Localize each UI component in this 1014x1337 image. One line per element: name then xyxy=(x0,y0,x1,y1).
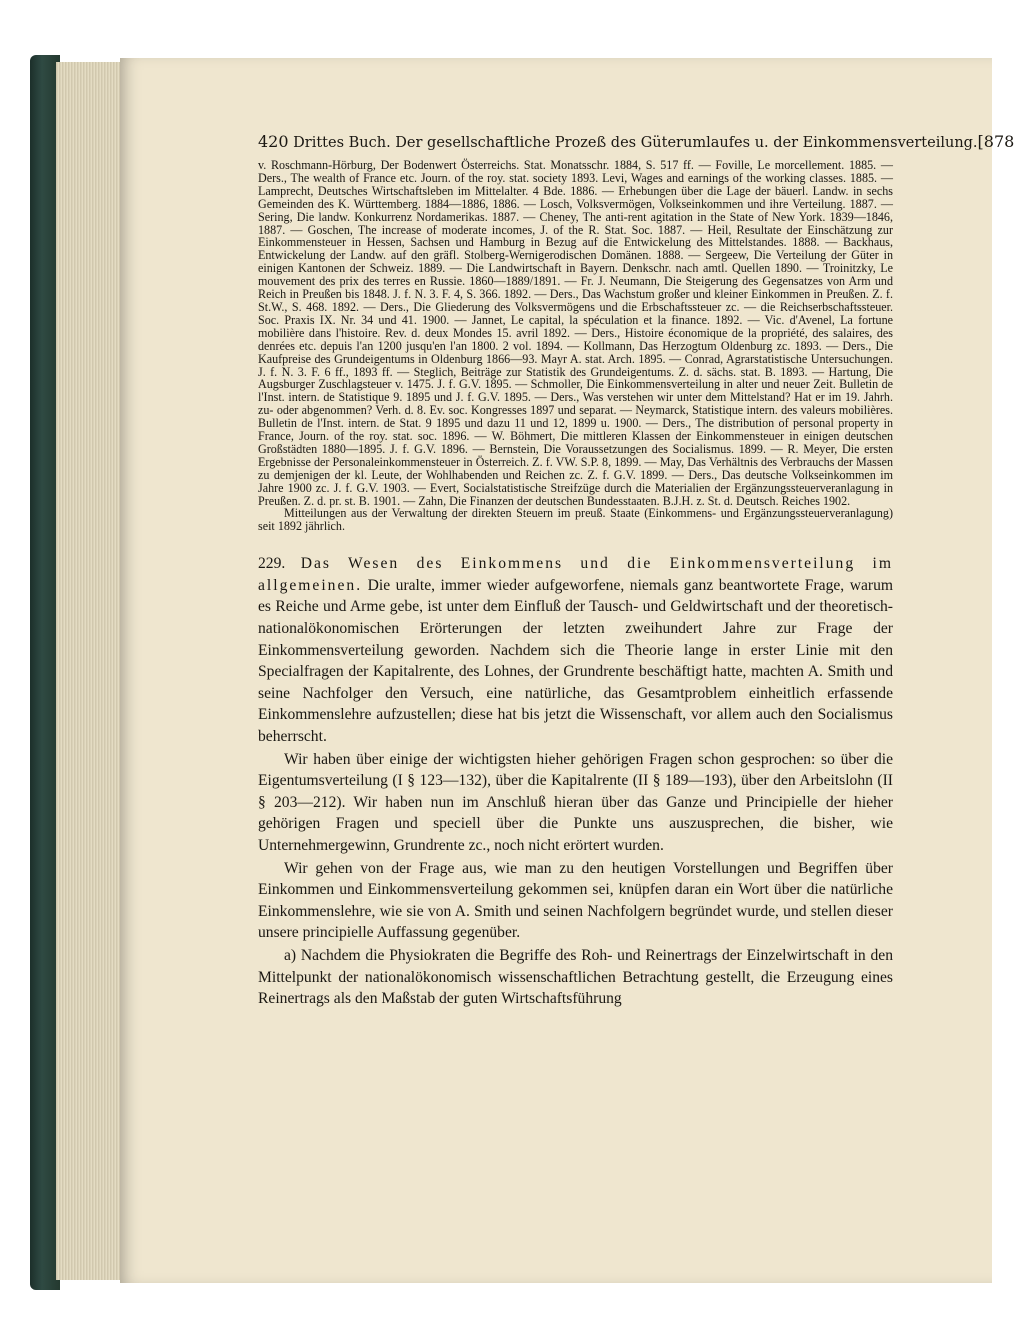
paragraph-1: Die uralte, immer wieder aufgeworfene, niemals ganz beantwortete Frage, warum es Reiche und Arme gebe, ist unter dem Einfluß der Tausch- und Geldwirtschaft und der theoretisch-nationalökonomischen Erörterungen der letzten zweihundert Jahre zur Frage der Einkommensverteilung geworden. Nachdem sich die Theorie lange in erster Linie mit den Specialfragen der Kapitalrente, des Lohnes, der Grundrente beschäftigt hatte, machten A. Smith und seine Nachfolger den Versuch, eine natürliche, das Gesamtproblem einheitlich erfassende Einkommenslehre aufzustellen; diese hat bis jetzt die Wissenschaft, vor allem auch den Socialismus beherrscht. xyxy=(258,576,893,746)
bracket-page-number: [878 xyxy=(977,132,1014,151)
paragraph-4: a) Nachdem die Physiokraten die Begriffe des Roh- und Reinertrags der Einzelwirtschaft in den Mittelpunkt der nationalökonomisch wissenschaftlichen Betrachtung gestellt, die Erzeugung eines Reinertrags als den Maßstab der guten Wirtschaftsführung xyxy=(258,946,893,1008)
paragraph-2: Wir haben über einige der wichtigsten hieher gehörigen Fragen schon gesprochen: so über die Eigentumsverteilung (I § 123—132), über die Kapitalrente (II § 189—193), über den Arbeitslohn (II § 203—212). Wir haben nun im Anschluß hieran über das Ganze und Principielle der hieher gehörigen Fragen und speciell über die Punkte uns auszusprechen, die bisher, wie Unternehmergewinn, Grundrente zc., noch nicht erörtert wurden. xyxy=(258,750,893,854)
section-number: 229. xyxy=(258,555,286,573)
running-title: Drittes Buch. Der gesellschaftliche Prozeß des Güterumlaufes u. der Einkommensverteilung. xyxy=(293,135,978,151)
page-content xyxy=(258,132,1014,1010)
section-first-paragraph xyxy=(258,553,893,747)
footnote-tail: Mitteilungen aus der Verwaltung der direkten Steuern im preuß. Staate (Einkommens- und Ergänzungssteuerveranlagung) seit 1892 jährlich. xyxy=(258,506,893,534)
running-head xyxy=(258,132,1014,151)
footnote-bibliography: v. Roschmann-Hörburg, Der Bodenwert Österreichs. Stat. Monatsschr. 1884, S. 517 ff. — Foville, Le morcellement. 1885. — Ders., The wealth of France etc. Journ. of the roy. stat. society 1893. Levi, Wages and earnings of the working classes. 1885. — Lamprecht, Deutsches Wirtschaftsleben im Mittelalter. 4 Bde. 1886. — Erhebungen über die Lage der bäuerl. Landw. in sechs Gemeinden des K. Württemberg. 1884—1886, 1886. — Losch, Volksvermögen, Volkseinkommen und ihre Verteilung. 1887. — Sering, Die landw. Konkurrenz Nordamerikas. 1887. — Cheney, The anti-rent agitation in the State of New York. 1839—1846, 1887. — Goschen, The increase of moderate incomes, J. of the R. Stat. Soc. 1887. — Heil, Resultate der Einschätzung zur Einkommensteuer in Hessen, Sachsen und Hamburg in Bezug auf die Entwickelung des Mittelstandes. 1888. — Backhaus, Entwickelung der Landw. auf den gräfl. Stolberg-Wernigerodischen Domänen. 1888. — Sergeew, Die Verteilung der Güter in einigen Kantonen der Schweiz. 1889. — Die Landwirtschaft in Bayern. Denkschr. nach amtl. Quellen 1890. — Troinitzky, Le mouvement des prix des terres en Russie. 1860—1889/1891. — Fr. J. Neumann, Die Steigerung des Gegensatzes von Arm und Reich in Preußen bis 1848. J. f. N. 3. F. 4, S. 366. 1892. — Ders., Das Wachstum großer und kleiner Einkommen in Preußen. Z. f. St.W., S. 468. 1892. — Ders., Die Gliederung des Volksvermögens und die Erbschaftssteuer zc. — die Reichserbschaftssteuer. Soc. Praxis IX. Nr. 34 und 41. 1900. — Jannet, Le capital, la spéculation et la finance. 1892. — Vic. d'Avenel, La fortune mobilière dans l'histoire. Rev. d. deux Mondes 15. avril 1892. — Ders., Histoire économique de la propriété, des salaires, des denrées etc. depuis l'an 1200 jusqu'en l'an 1800. 2 vol. 1894. — Kollmann, Das Herzogtum Oldenburg zc. 1893. — Ders., Die Kaufpreise des Grundeigentums in Oldenburg 1866—93. Mayr A. stat. Arch. 1895. — Conrad, Agrarstatistische Untersuchungen. J. f. N. 3. F. 6 ff., 1893 ff. — Steglich, Beiträge zur Statistik des Grundeigentums. Z. d. sächs. stat. B. 1893. — Hartung, Die Augsburger Zuschlagsteuer v. 1475. J. f. G.V. 1895. — Schmoller, Die Einkommensverteilung in alter und neuer Zeit. Bulletin de l'Inst. intern. de Statistique 9. 1895 und J. f. G.V. 1895. — Ders., Was verstehen wir unter dem Mittelstand? Hat er im 19. Jahrh. zu- oder abgenommen? Verh. d. 8. Ev. soc. Kongresses 1897 und separat. — Neymarck, Statistique intern. des valeurs mobilières. Bulletin de l'Inst. intern. de Stat. 9 1895 und dazu 11 und 12, 1899 u. 1900. — Ders., The distribution of personal property in France, Journ. of the roy. stat. soc. 1896. — W. Böhmert, Die mittleren Klassen der Einkommensteuer in einigen deutschen Großstädten 1880—1895. J. f. G.V. 1896. — Bernstein, Die Voraussetzungen des Socialismus. 1899. — R. Meyer, Die ersten Ergebnisse der Personaleinkommensteuer in Österreich. Z. f. VW. S.P. 8, 1899. — May, Das Verhältnis des Verbrauchs der Massen zu demjenigen der kl. Leute, der Wohlhabenden und Reichen zc. Z. f. G.V. 1899. — Ders., Das deutsche Volkseinkommen im Jahre 1900 zc. J. f. G.V. 1903. — Evert, Socialstatistische Streifzüge durch die Materialien der Ergänzungssteuerveranlagung in Preußen. Z. d. pr. st. B. 1901. — Zahn, Die Finanzen der deutschen Bundesstaaten. B.J.H. z. St. d. Deutsch. Reiches 1902. xyxy=(258,158,893,508)
section-229 xyxy=(258,553,893,1009)
page-number-group xyxy=(258,132,978,151)
section-title: Das Wesen des Einkommens und die Einkommensverteilung im allgemeinen. xyxy=(258,555,893,594)
paragraph-3: Wir gehen von der Frage aus, wie man zu den heutigen Vorstellungen und Begriffen über Einkommen und Einkommensverteilung gekommen sei, knüpfen daran ein Wort über die natürliche Einkommenslehre, wie sie von A. Smith und seinen Nachfolgern begründet wurde, und stellen dieser unsere principielle Auffassung gegenüber. xyxy=(258,859,893,942)
page-number: 420 xyxy=(258,132,289,151)
